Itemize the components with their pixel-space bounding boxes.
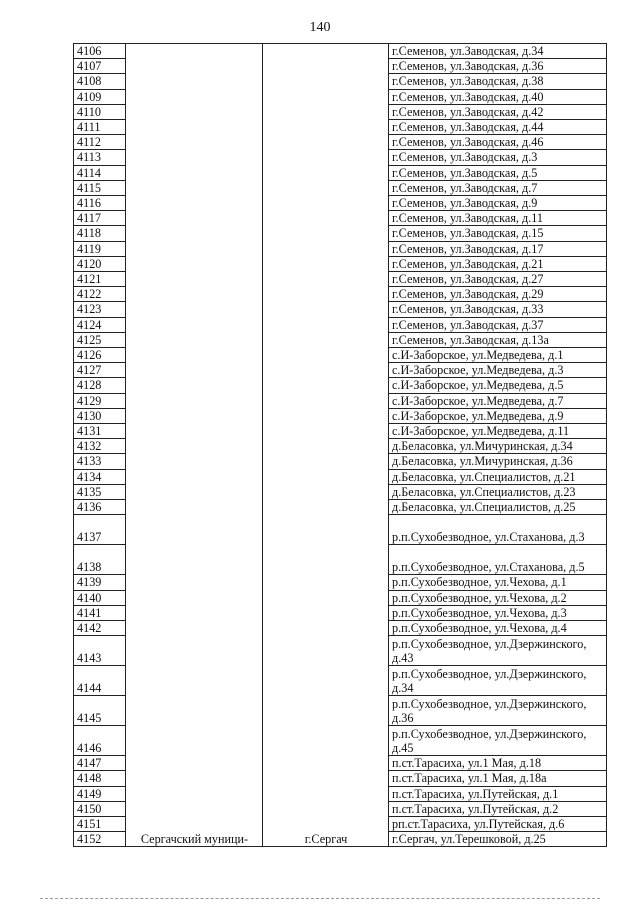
table-row <box>74 348 607 363</box>
settlement-cell <box>263 620 389 635</box>
table-row <box>74 363 607 378</box>
address-cell: г.Семенов, ул.Заводская, д.21 <box>389 256 607 271</box>
address-cell: г.Семенов, ул.Заводская, д.3 <box>389 150 607 165</box>
address-cell: д.Беласовка, ул.Специалистов, д.23 <box>389 484 607 499</box>
municipality-cell <box>126 801 263 816</box>
table-row <box>74 393 607 408</box>
row-number: 4136 <box>74 500 126 515</box>
address-cell: р.п.Сухобезводное, ул.Дзержинского, д.45 <box>389 726 607 756</box>
settlement-cell <box>263 89 389 104</box>
row-number: 4124 <box>74 317 126 332</box>
row-number: 4110 <box>74 104 126 119</box>
settlement-cell <box>263 590 389 605</box>
settlement-cell <box>263 484 389 499</box>
row-number: 4152 <box>74 832 126 847</box>
row-number: 4128 <box>74 378 126 393</box>
municipality-cell <box>126 211 263 226</box>
table-row <box>74 816 607 831</box>
row-number: 4130 <box>74 408 126 423</box>
row-number: 4131 <box>74 424 126 439</box>
table-row <box>74 317 607 332</box>
row-number: 4137 <box>74 515 126 545</box>
row-number: 4122 <box>74 287 126 302</box>
settlement-cell <box>263 500 389 515</box>
address-cell: р.п.Сухобезводное, ул.Дзержинского, д.36 <box>389 696 607 726</box>
address-cell: с.И-Заборское, ул.Медведева, д.11 <box>389 424 607 439</box>
row-number: 4133 <box>74 454 126 469</box>
address-cell: д.Беласовка, ул.Мичуринская, д.36 <box>389 454 607 469</box>
settlement-cell <box>263 332 389 347</box>
settlement-cell <box>263 424 389 439</box>
row-number: 4151 <box>74 816 126 831</box>
municipality-cell <box>126 620 263 635</box>
table-row <box>74 500 607 515</box>
municipality-cell <box>126 332 263 347</box>
settlement-cell <box>263 241 389 256</box>
table-row <box>74 59 607 74</box>
municipality-cell <box>126 180 263 195</box>
row-number: 4108 <box>74 74 126 89</box>
settlement-cell <box>263 636 389 666</box>
settlement-cell <box>263 605 389 620</box>
table-row <box>74 696 607 726</box>
municipality-cell <box>126 241 263 256</box>
settlement-cell <box>263 363 389 378</box>
municipality-cell <box>126 272 263 287</box>
municipality-cell <box>126 439 263 454</box>
table-row <box>74 211 607 226</box>
municipality-cell <box>126 469 263 484</box>
row-number: 4150 <box>74 801 126 816</box>
settlement-cell <box>263 515 389 545</box>
row-number: 4145 <box>74 696 126 726</box>
address-cell: р.п.Сухобезводное, ул.Чехова, д.4 <box>389 620 607 635</box>
table-row <box>74 302 607 317</box>
row-number: 4149 <box>74 786 126 801</box>
table-row <box>74 469 607 484</box>
municipality-cell <box>126 786 263 801</box>
municipality-cell <box>126 424 263 439</box>
row-number: 4106 <box>74 44 126 59</box>
municipality-cell <box>126 226 263 241</box>
row-number: 4129 <box>74 393 126 408</box>
address-cell: г.Семенов, ул.Заводская, д.40 <box>389 89 607 104</box>
table-row <box>74 454 607 469</box>
row-number: 4135 <box>74 484 126 499</box>
address-table-body <box>74 44 607 847</box>
address-cell: г.Семенов, ул.Заводская, д.9 <box>389 196 607 211</box>
municipality-cell <box>126 150 263 165</box>
table-row <box>74 332 607 347</box>
table-row <box>74 408 607 423</box>
address-cell: п.ст.Тарасиха, ул.Путейская, д.2 <box>389 801 607 816</box>
settlement-cell <box>263 408 389 423</box>
settlement-cell <box>263 196 389 211</box>
address-table <box>73 43 607 847</box>
address-cell: г.Семенов, ул.Заводская, д.27 <box>389 272 607 287</box>
municipality-cell <box>126 59 263 74</box>
table-row <box>74 378 607 393</box>
settlement-cell <box>263 756 389 771</box>
row-number: 4109 <box>74 89 126 104</box>
table-row <box>74 575 607 590</box>
address-cell: г.Семенов, ул.Заводская, д.44 <box>389 120 607 135</box>
settlement-cell <box>263 393 389 408</box>
address-cell: р.п.Сухобезводное, ул.Чехова, д.2 <box>389 590 607 605</box>
address-cell: с.И-Заборское, ул.Медведева, д.1 <box>389 348 607 363</box>
address-cell: п.ст.Тарасиха, ул.1 Мая, д.18а <box>389 771 607 786</box>
row-number: 4117 <box>74 211 126 226</box>
address-cell: с.И-Заборское, ул.Медведева, д.9 <box>389 408 607 423</box>
row-number: 4144 <box>74 666 126 696</box>
row-number: 4111 <box>74 120 126 135</box>
table-row <box>74 104 607 119</box>
settlement-cell <box>263 135 389 150</box>
address-cell: г.Семенов, ул.Заводская, д.36 <box>389 59 607 74</box>
settlement-cell <box>263 59 389 74</box>
table-row <box>74 620 607 635</box>
table-row <box>74 180 607 195</box>
address-cell: рп.ст.Тарасиха, ул.Путейская, д.6 <box>389 816 607 831</box>
municipality-cell <box>126 605 263 620</box>
address-cell: г.Семенов, ул.Заводская, д.13а <box>389 332 607 347</box>
table-row <box>74 165 607 180</box>
address-cell: г.Семенов, ул.Заводская, д.7 <box>389 180 607 195</box>
row-number: 4118 <box>74 226 126 241</box>
settlement-cell <box>263 226 389 241</box>
table-row <box>74 135 607 150</box>
table-row <box>74 786 607 801</box>
settlement-cell <box>263 469 389 484</box>
municipality-cell <box>126 317 263 332</box>
table-row <box>74 484 607 499</box>
municipality-cell <box>126 666 263 696</box>
settlement-cell <box>263 104 389 119</box>
municipality-cell: Сергачский муници- <box>126 832 263 847</box>
table-row <box>74 44 607 59</box>
row-number: 4119 <box>74 241 126 256</box>
table-row <box>74 120 607 135</box>
row-number: 4141 <box>74 605 126 620</box>
municipality-cell <box>126 348 263 363</box>
row-number: 4126 <box>74 348 126 363</box>
municipality-cell <box>126 500 263 515</box>
settlement-cell <box>263 211 389 226</box>
address-cell: г.Семенов, ул.Заводская, д.17 <box>389 241 607 256</box>
municipality-cell <box>126 515 263 545</box>
row-number: 4143 <box>74 636 126 666</box>
address-cell: г.Семенов, ул.Заводская, д.37 <box>389 317 607 332</box>
address-cell: р.п.Сухобезводное, ул.Чехова, д.1 <box>389 575 607 590</box>
municipality-cell <box>126 89 263 104</box>
municipality-cell <box>126 454 263 469</box>
municipality-cell <box>126 484 263 499</box>
municipality-cell <box>126 363 263 378</box>
address-cell: р.п.Сухобезводное, ул.Стаханова, д.5 <box>389 545 607 575</box>
municipality-cell <box>126 256 263 271</box>
settlement-cell <box>263 74 389 89</box>
table-row <box>74 439 607 454</box>
settlement-cell <box>263 256 389 271</box>
table-row <box>74 196 607 211</box>
municipality-cell <box>126 816 263 831</box>
table-row <box>74 515 607 545</box>
page-number: 140 <box>309 20 331 35</box>
settlement-cell <box>263 726 389 756</box>
row-number: 4115 <box>74 180 126 195</box>
row-number: 4120 <box>74 256 126 271</box>
address-cell: г.Семенов, ул.Заводская, д.15 <box>389 226 607 241</box>
settlement-cell <box>263 666 389 696</box>
settlement-cell <box>263 575 389 590</box>
row-number: 4147 <box>74 756 126 771</box>
municipality-cell <box>126 120 263 135</box>
table-row <box>74 89 607 104</box>
table-row <box>74 756 607 771</box>
address-cell: с.И-Заборское, ул.Медведева, д.3 <box>389 363 607 378</box>
address-cell: г.Семенов, ул.Заводская, д.5 <box>389 165 607 180</box>
address-cell: с.И-Заборское, ул.Медведева, д.7 <box>389 393 607 408</box>
settlement-cell <box>263 150 389 165</box>
row-number: 4125 <box>74 332 126 347</box>
settlement-cell <box>263 287 389 302</box>
settlement-cell <box>263 771 389 786</box>
table-row <box>74 226 607 241</box>
row-number: 4112 <box>74 135 126 150</box>
settlement-cell <box>263 165 389 180</box>
municipality-cell <box>126 636 263 666</box>
row-number: 4113 <box>74 150 126 165</box>
municipality-cell <box>126 135 263 150</box>
settlement-cell <box>263 180 389 195</box>
page-bottom-rule <box>40 898 600 899</box>
settlement-cell <box>263 696 389 726</box>
settlement-cell <box>263 302 389 317</box>
settlement-cell <box>263 816 389 831</box>
settlement-cell: г.Сергач <box>263 832 389 847</box>
table-row <box>74 150 607 165</box>
settlement-cell <box>263 120 389 135</box>
table-row <box>74 832 607 847</box>
address-cell: г.Семенов, ул.Заводская, д.29 <box>389 287 607 302</box>
settlement-cell <box>263 786 389 801</box>
municipality-cell <box>126 104 263 119</box>
row-number: 4114 <box>74 165 126 180</box>
table-row <box>74 256 607 271</box>
municipality-cell <box>126 726 263 756</box>
table-row <box>74 771 607 786</box>
address-cell: г.Семенов, ул.Заводская, д.42 <box>389 104 607 119</box>
row-number: 4132 <box>74 439 126 454</box>
address-cell: д.Беласовка, ул.Мичуринская, д.34 <box>389 439 607 454</box>
municipality-cell <box>126 44 263 59</box>
settlement-cell <box>263 272 389 287</box>
address-cell: с.И-Заборское, ул.Медведева, д.5 <box>389 378 607 393</box>
settlement-cell <box>263 378 389 393</box>
municipality-cell <box>126 696 263 726</box>
address-cell: р.п.Сухобезводное, ул.Стаханова, д.3 <box>389 515 607 545</box>
address-cell: р.п.Сухобезводное, ул.Чехова, д.3 <box>389 605 607 620</box>
address-cell: г.Семенов, ул.Заводская, д.46 <box>389 135 607 150</box>
table-row <box>74 636 607 666</box>
municipality-cell <box>126 545 263 575</box>
address-cell: г.Семенов, ул.Заводская, д.11 <box>389 211 607 226</box>
table-row <box>74 590 607 605</box>
settlement-cell <box>263 801 389 816</box>
table-row <box>74 424 607 439</box>
settlement-cell <box>263 545 389 575</box>
table-row <box>74 272 607 287</box>
address-cell: д.Беласовка, ул.Специалистов, д.25 <box>389 500 607 515</box>
row-number: 4139 <box>74 575 126 590</box>
municipality-cell <box>126 408 263 423</box>
row-number: 4107 <box>74 59 126 74</box>
settlement-cell <box>263 44 389 59</box>
row-number: 4138 <box>74 545 126 575</box>
row-number: 4148 <box>74 771 126 786</box>
municipality-cell <box>126 196 263 211</box>
address-cell: г.Семенов, ул.Заводская, д.38 <box>389 74 607 89</box>
table-row <box>74 666 607 696</box>
row-number: 4140 <box>74 590 126 605</box>
municipality-cell <box>126 756 263 771</box>
address-cell: г.Сергач, ул.Терешковой, д.25 <box>389 832 607 847</box>
table-row <box>74 726 607 756</box>
address-cell: р.п.Сухобезводное, ул.Дзержинского, д.34 <box>389 666 607 696</box>
settlement-cell <box>263 317 389 332</box>
address-cell: г.Семенов, ул.Заводская, д.33 <box>389 302 607 317</box>
table-row <box>74 801 607 816</box>
table-row <box>74 241 607 256</box>
address-cell: г.Семенов, ул.Заводская, д.34 <box>389 44 607 59</box>
settlement-cell <box>263 348 389 363</box>
row-number: 4127 <box>74 363 126 378</box>
row-number: 4146 <box>74 726 126 756</box>
municipality-cell <box>126 302 263 317</box>
municipality-cell <box>126 575 263 590</box>
row-number: 4116 <box>74 196 126 211</box>
address-cell: р.п.Сухобезводное, ул.Дзержинского, д.43 <box>389 636 607 666</box>
municipality-cell <box>126 74 263 89</box>
row-number: 4123 <box>74 302 126 317</box>
table-row <box>74 545 607 575</box>
row-number: 4121 <box>74 272 126 287</box>
table-row <box>74 74 607 89</box>
row-number: 4134 <box>74 469 126 484</box>
address-cell: п.ст.Тарасиха, ул.1 Мая, д.18 <box>389 756 607 771</box>
municipality-cell <box>126 378 263 393</box>
municipality-cell <box>126 590 263 605</box>
row-number: 4142 <box>74 620 126 635</box>
table-row <box>74 605 607 620</box>
municipality-cell <box>126 287 263 302</box>
table-row <box>74 287 607 302</box>
settlement-cell <box>263 439 389 454</box>
settlement-cell <box>263 454 389 469</box>
municipality-cell <box>126 393 263 408</box>
municipality-cell <box>126 165 263 180</box>
address-cell: п.ст.Тарасиха, ул.Путейская, д.1 <box>389 786 607 801</box>
municipality-cell <box>126 771 263 786</box>
address-cell: д.Беласовка, ул.Специалистов, д.21 <box>389 469 607 484</box>
